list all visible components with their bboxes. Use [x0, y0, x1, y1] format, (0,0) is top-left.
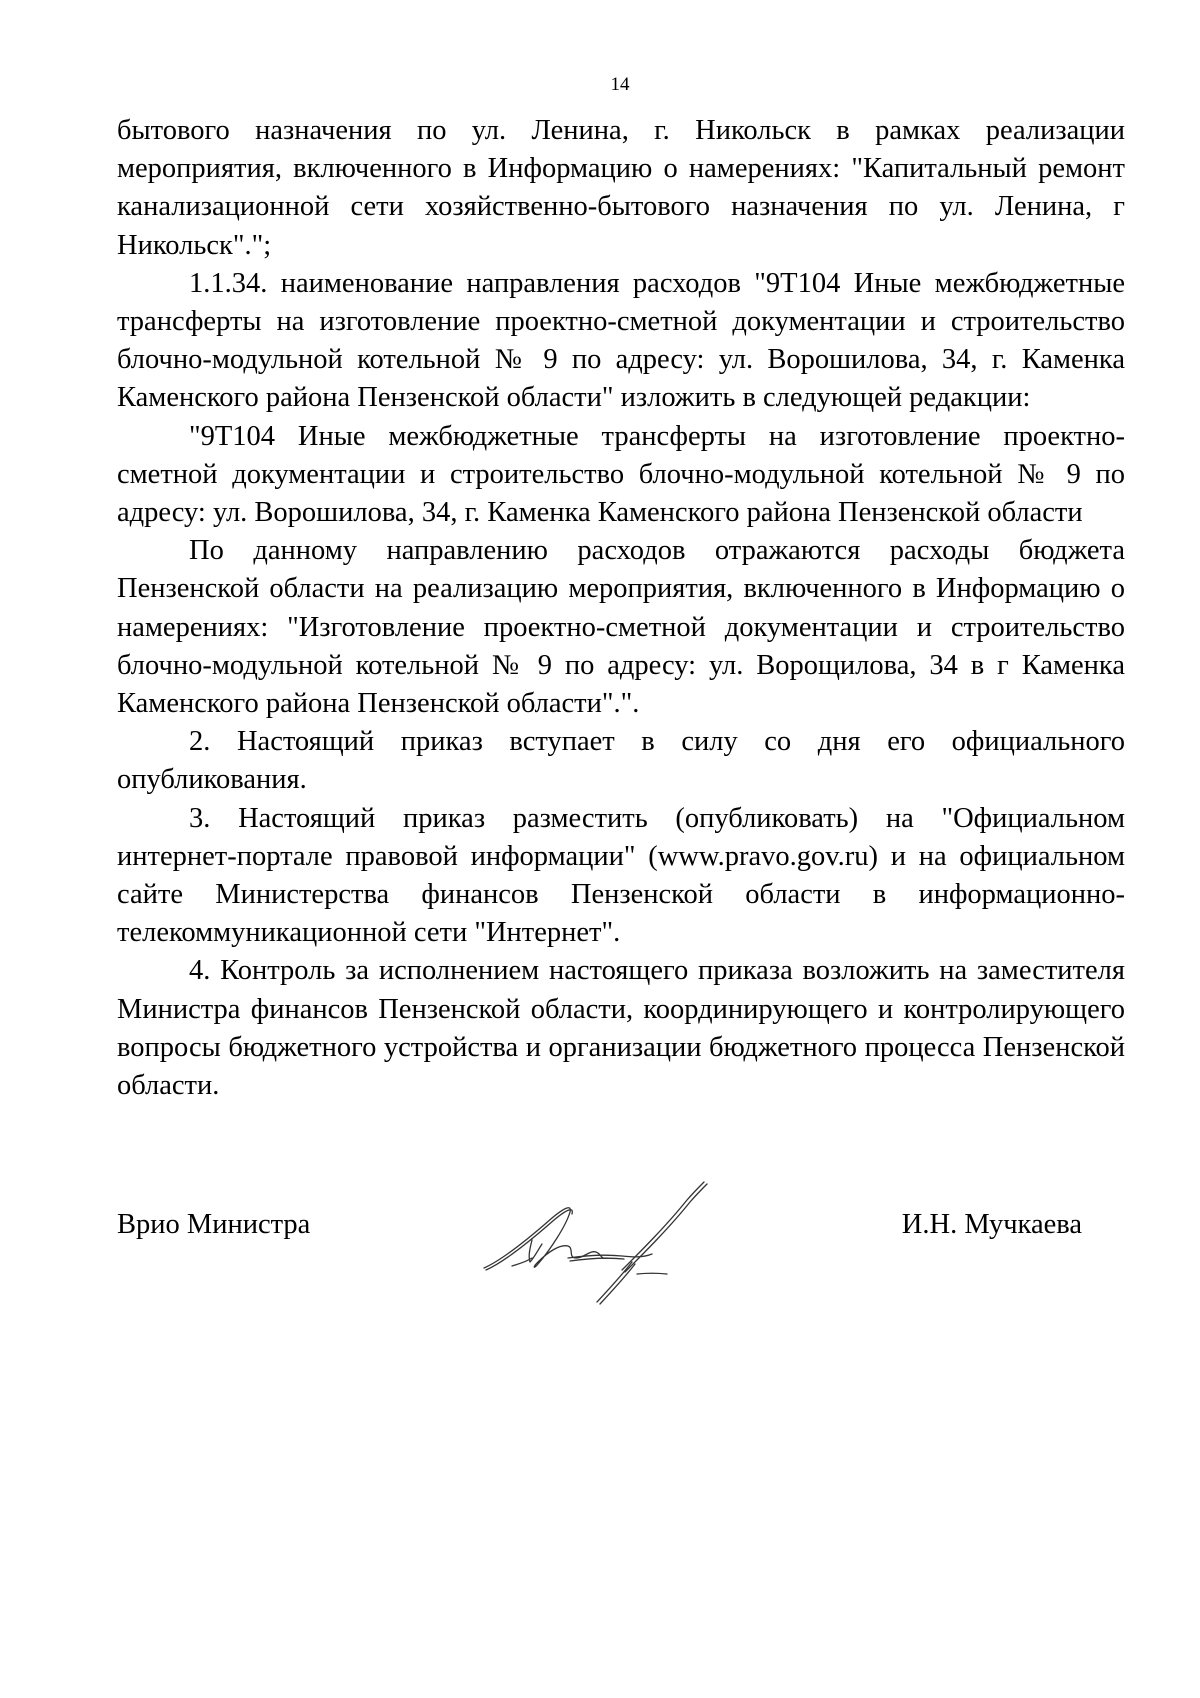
page-number: 14 [610, 74, 630, 95]
paragraph-item-3: 3. Настоящий приказ разместить (опубликовать) на "Официальном интернет-портале правовой информации" (www.pravo.gov.ru) и на официальном сайте Министерства финансов Пензенской области в информационно-телекоммуникационной сети "Интернет". [117, 802, 1125, 949]
signer-position: Врио Министра [117, 1209, 311, 1240]
paragraph-item-1-1-34: 1.1.34. наименование направления расходов "9Т104 Иные межбюджетные трансферты на изготовление проектно-сметной документации и строительство блочно-модульной котельной № 9 по адресу: ул. Ворошилова, 34, г. Каменка Каменского района Пензенской области" изложить в следующей редакции: [117, 267, 1125, 414]
handwritten-signature [472, 1170, 722, 1310]
paragraph-item-2: 2. Настоящий приказ вступает в силу со дня его официального опубликования. [117, 726, 1125, 796]
document-body [117, 112, 1125, 1105]
paragraph-new-wording: "9Т104 Иные межбюджетные трансферты на изготовление проектно-сметной документации и строительство блочно-модульной котельной № 9 по адресу: ул. Ворошилова, 34, г. Каменка Каменского района Пензенской области [117, 420, 1125, 529]
signature-block [117, 1190, 1125, 1330]
paragraph-expenditure-description: По данному направлению расходов отражаются расходы бюджета Пензенской области на реализацию мероприятия, включенного в Информацию о намерениях: "Изготовление проектно-сметной документации и строительство блочно-модульной котельной № 9 по адресу: ул. Ворощилова, 34 в г Каменка Каменского района Пензенской области".". [117, 535, 1125, 720]
signer-name: И.Н. Мучкаева [901, 1209, 1082, 1240]
paragraph-continuation: бытового назначения по ул. Ленина, г. Никольск в рамках реализации мероприятия, включенного в Информацию о намерениях: "Капитальный ремонт канализационной сети хозяйственно-бытового назначения по ул. Ленина, г Никольск"."; [117, 115, 1125, 261]
paragraph-item-4: 4. Контроль за исполнением настоящего приказа возложить на заместителя Министра финансов Пензенской области, координирующего и контролирующего вопросы бюджетного устройства и организации бюджетного процесса Пензенской области. [117, 955, 1125, 1102]
